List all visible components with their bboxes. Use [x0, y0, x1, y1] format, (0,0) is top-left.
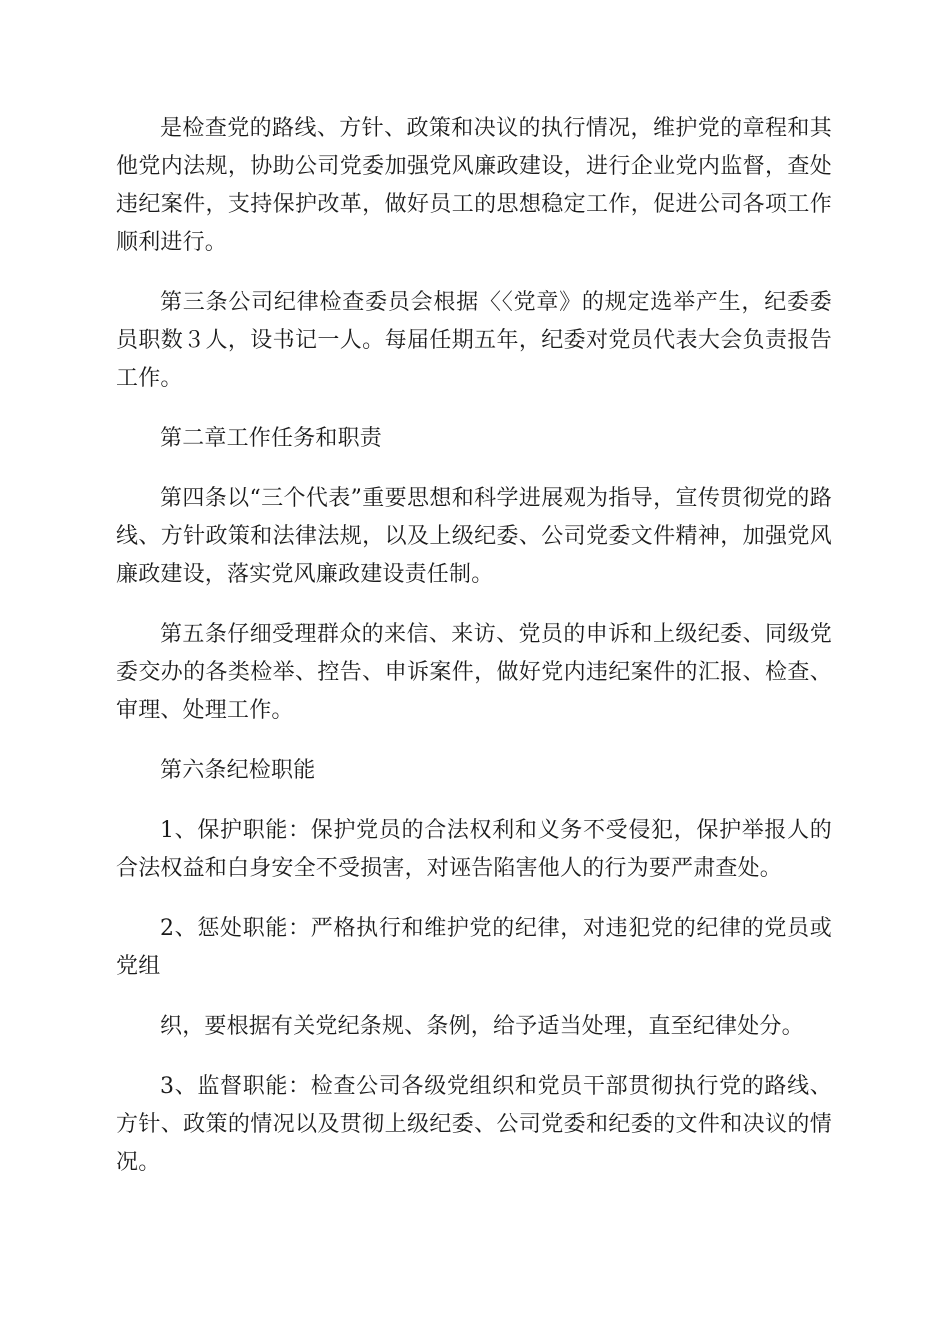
paragraph-article-6: 第六条纪检职能 — [160, 758, 316, 783]
paragraph-article-5: 第五条仔细受理群众的来信、来访、党员的申诉和上级纪委、同级党委交办的各类检举、控告、申诉案件，做好党内违纪案件的汇报、检查、审理、处理工作。 — [116, 622, 832, 723]
paragraph-article-3: 第三条公司纪律检查委员会根据〈〈党章》的规定选举产生，纪委委员职数３人，设书记一人。每届任期五年，纪委对党员代表大会负责报告工作。 — [116, 290, 832, 391]
paragraph-punishment-function: 2、惩处职能：严格执行和维护党的纪律，对违犯党的纪律的党员或党组 — [116, 916, 832, 979]
chapter-heading: 第二章工作任务和职责 — [160, 426, 383, 451]
paragraph-supervision-function: 3、监督职能：检查公司各级党组织和党员干部贯彻执行党的路线、方针、政策的情况以及贯彻上级纪委、公司党委和纪委的文件和决议的情况。 — [116, 1074, 832, 1175]
paragraph-protection-function: 1、保护职能：保护党员的合法权利和义务不受侵犯，保护举报人的合法权益和白身安全不受损害，对诬告陷害他人的行为要严肃查处。 — [116, 818, 832, 881]
paragraph-duties-intro: 是检查党的路线、方针、政策和决议的执行情况，维护党的章程和其他党内法规，协助公司党委加强党风廉政建设，进行企业党内监督，查处违纪案件，支持保护改革，做好员工的思想稳定工作，促进公司各项工作顺利进行。 — [116, 116, 832, 255]
paragraph-article-4: 第四条以“三个代表”重要思想和科学进展观为指导，宣传贯彻党的路线、方针政策和法律法规，以及上级纪委、公司党委文件精神，加强党风廉政建设，落实党风廉政建设责任制。 — [116, 486, 832, 587]
paragraph-punishment-continued: 织，要根据有关党纪条规、条例，给予适当处理，直至纪律处分。 — [160, 1014, 804, 1039]
document-page — [116, 110, 832, 1204]
